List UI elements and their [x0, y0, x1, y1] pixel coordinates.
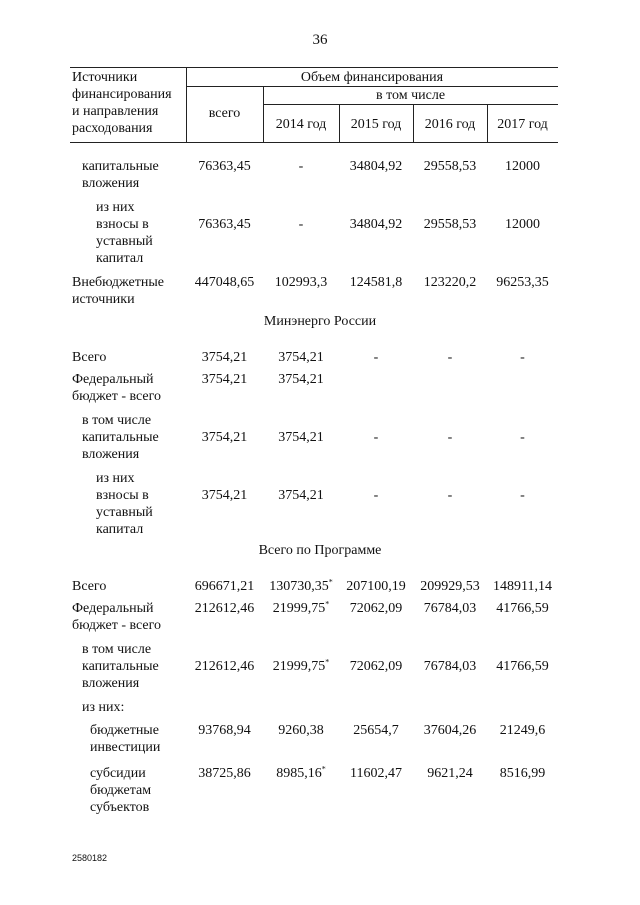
value-total: 3754,21 [201, 488, 248, 503]
value-2014 [263, 658, 339, 675]
row-label-budget-investments: бюджетные инвестиции [90, 723, 161, 755]
row-label-extrabudgetary: Внебюджетные источники [72, 275, 164, 307]
value-2014 [263, 578, 339, 595]
value-2017: 41766,59 [496, 659, 549, 674]
value-total: 76363,45 [198, 217, 251, 232]
header-including: в том числе [375, 88, 446, 103]
row-label-of-which: из них: [82, 700, 125, 715]
header-year-2015: 2015 год [350, 117, 402, 132]
value-2014-number: 130730,35 [269, 579, 329, 594]
value-2016: 76784,03 [423, 659, 477, 674]
value-total: 696671,21 [194, 579, 255, 594]
value-total: 3754,21 [201, 372, 248, 387]
row-label-federal-budget: Федеральный бюджет - всего [72, 372, 161, 404]
value-2016: 29558,53 [423, 217, 477, 232]
header-financing-volume: Объем финансирования [300, 70, 444, 85]
value-2014: 3754,21 [278, 372, 324, 387]
value-2014: - [298, 217, 304, 232]
row-label-capital-investments: в том числе капитальные вложения [82, 642, 159, 691]
value-total: 93768,94 [198, 723, 251, 738]
value-2016: 29558,53 [423, 159, 477, 174]
value-2014: 9260,38 [278, 723, 324, 738]
header-sources-column: Источники финансирования и направления расходования [72, 70, 172, 136]
value-2014-number: 21999,75 [272, 659, 326, 674]
value-2015: - [373, 430, 379, 445]
value-2016: 123220,2 [423, 275, 477, 290]
value-2015: 34804,92 [349, 159, 403, 174]
header-year-2014: 2014 год [275, 117, 327, 132]
value-2015: - [373, 488, 379, 503]
row-label-capital-investments: в том числе капитальные вложения [82, 413, 159, 462]
value-2014: - [298, 159, 304, 174]
row-label-total: Всего [72, 350, 107, 365]
value-total: 212612,46 [194, 601, 255, 616]
value-2017: - [520, 488, 525, 503]
row-label-charter-capital: из них взносы в уставный капитал [96, 471, 153, 537]
row-label-federal-budget: Федеральный бюджет - всего [72, 601, 161, 633]
section-heading-program-total: Всего по Программе [258, 543, 382, 558]
value-2014-number: 21999,75 [272, 601, 326, 616]
value-total: 3754,21 [201, 430, 248, 445]
value-2017: 96253,35 [496, 275, 549, 290]
value-total: 3754,21 [201, 350, 248, 365]
value-2014: 3754,21 [278, 350, 324, 365]
value-2015: 34804,92 [349, 217, 403, 232]
value-total: 76363,45 [198, 159, 251, 174]
header-top-rule [70, 67, 558, 68]
footnote-mark: * [325, 657, 330, 667]
footnote-mark: * [321, 764, 326, 774]
value-2016: - [447, 430, 453, 445]
value-2014-number: 8985,16 [276, 766, 322, 781]
value-2016: 209929,53 [420, 579, 480, 594]
value-2015: 207100,19 [346, 579, 406, 594]
value-2017: 41766,59 [496, 601, 549, 616]
row-label-charter-capital: из них взносы в уставный капитал [96, 200, 153, 266]
value-2016: 9621,24 [427, 766, 473, 781]
page-number: 36 [312, 32, 328, 48]
value-2015: 72062,09 [349, 659, 403, 674]
document-code: 2580182 [72, 853, 108, 863]
value-2014 [263, 600, 339, 617]
value-total: 38725,86 [198, 766, 251, 781]
value-2014: 102993,3 [274, 275, 328, 290]
row-label-total: Всего [72, 579, 107, 594]
value-2017: 12000 [505, 159, 540, 174]
header-subgroup-rule [263, 104, 558, 105]
row-label-subsidies: субсидии бюджетам субъектов [90, 766, 152, 815]
header-year-2016: 2016 год [424, 117, 476, 132]
value-2017: 21249,6 [499, 723, 546, 738]
value-total: 212612,46 [194, 659, 255, 674]
value-2016: 37604,26 [423, 723, 477, 738]
value-2015: 72062,09 [349, 601, 403, 616]
value-2017: - [520, 350, 525, 365]
value-2015: 124581,8 [349, 275, 403, 290]
value-2014 [263, 765, 339, 782]
value-2016: - [447, 488, 453, 503]
header-total: всего [208, 106, 241, 121]
value-2017: 8516,99 [499, 766, 546, 781]
value-2017: 12000 [505, 217, 540, 232]
value-2017: 148911,14 [493, 579, 552, 594]
row-label-capital-investments: капитальные вложения [82, 159, 159, 191]
value-2015: 11602,47 [350, 766, 402, 781]
section-heading-minenergo: Минэнерго России [263, 314, 377, 329]
header-year-2017: 2017 год [497, 117, 548, 132]
value-2015: - [373, 350, 379, 365]
value-2015: 25654,7 [353, 723, 399, 738]
value-2017: - [520, 430, 525, 445]
value-2016: - [447, 350, 453, 365]
value-2014: 3754,21 [278, 488, 324, 503]
footnote-mark: * [328, 577, 333, 587]
value-2016: 76784,03 [423, 601, 477, 616]
footnote-mark: * [325, 599, 330, 609]
value-2014: 3754,21 [278, 430, 324, 445]
header-bottom-rule [70, 142, 558, 143]
value-total: 447048,65 [194, 275, 255, 290]
